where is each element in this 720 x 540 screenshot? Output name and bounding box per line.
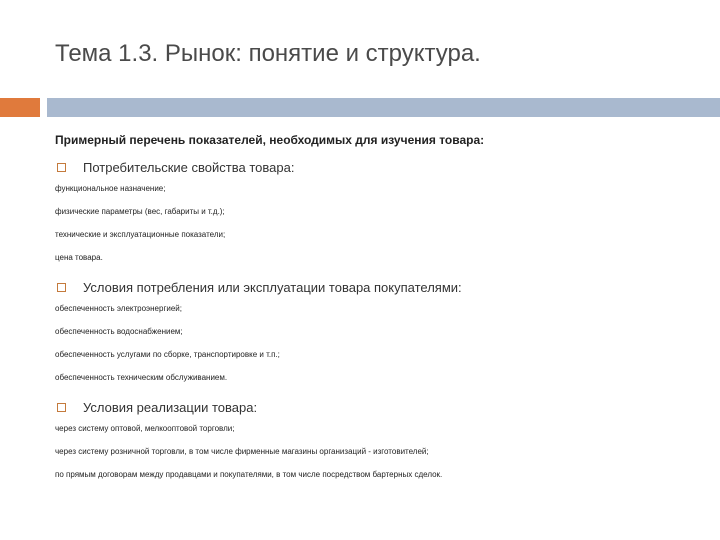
content-heading: Примерный перечень показателей, необходимых для изучения товара: bbox=[55, 133, 485, 147]
list-item: по прямым договорам между продавцами и покупателями, в том числе посредством бартерных сделок. bbox=[55, 470, 443, 479]
list-item: через систему розничной торговли, в том числе фирменные магазины организаций - изготовителей; bbox=[55, 447, 429, 456]
slide-content bbox=[55, 133, 695, 492]
list-item: функциональное назначение; bbox=[55, 184, 166, 193]
section-header bbox=[55, 397, 695, 417]
title-accent-bar bbox=[0, 98, 40, 117]
section-title: Условия потребления или эксплуатации товара покупателями: bbox=[83, 279, 462, 295]
section-header bbox=[55, 157, 695, 177]
list-item: технические и эксплуатационные показатели; bbox=[55, 230, 226, 239]
section-consumer-properties bbox=[55, 157, 695, 275]
section-sales-conditions bbox=[55, 397, 695, 492]
square-bullet-icon bbox=[57, 403, 66, 412]
list-item: обеспеченность техническим обслуживанием. bbox=[55, 373, 228, 382]
section-consumption-conditions bbox=[55, 277, 695, 395]
section-title: Потребительские свойства товара: bbox=[83, 159, 295, 175]
list-item: физические параметры (вес, габариты и т.д.); bbox=[55, 207, 225, 216]
list-item: обеспеченность водоснабжением; bbox=[55, 327, 183, 336]
list-item: обеспеченность электроэнергией; bbox=[55, 304, 182, 313]
section-header bbox=[55, 277, 695, 297]
title-divider-bar bbox=[47, 98, 720, 117]
slide-title: Тема 1.3. Рынок: понятие и структура. bbox=[55, 40, 481, 67]
list-item: обеспеченность услугами по сборке, транспортировке и т.п.; bbox=[55, 350, 280, 359]
list-item: через систему оптовой, мелкооптовой торговли; bbox=[55, 424, 235, 433]
list-item: цена товара. bbox=[55, 253, 103, 262]
section-title: Условия реализации товара: bbox=[83, 399, 258, 415]
square-bullet-icon bbox=[57, 163, 66, 172]
square-bullet-icon bbox=[57, 283, 66, 292]
